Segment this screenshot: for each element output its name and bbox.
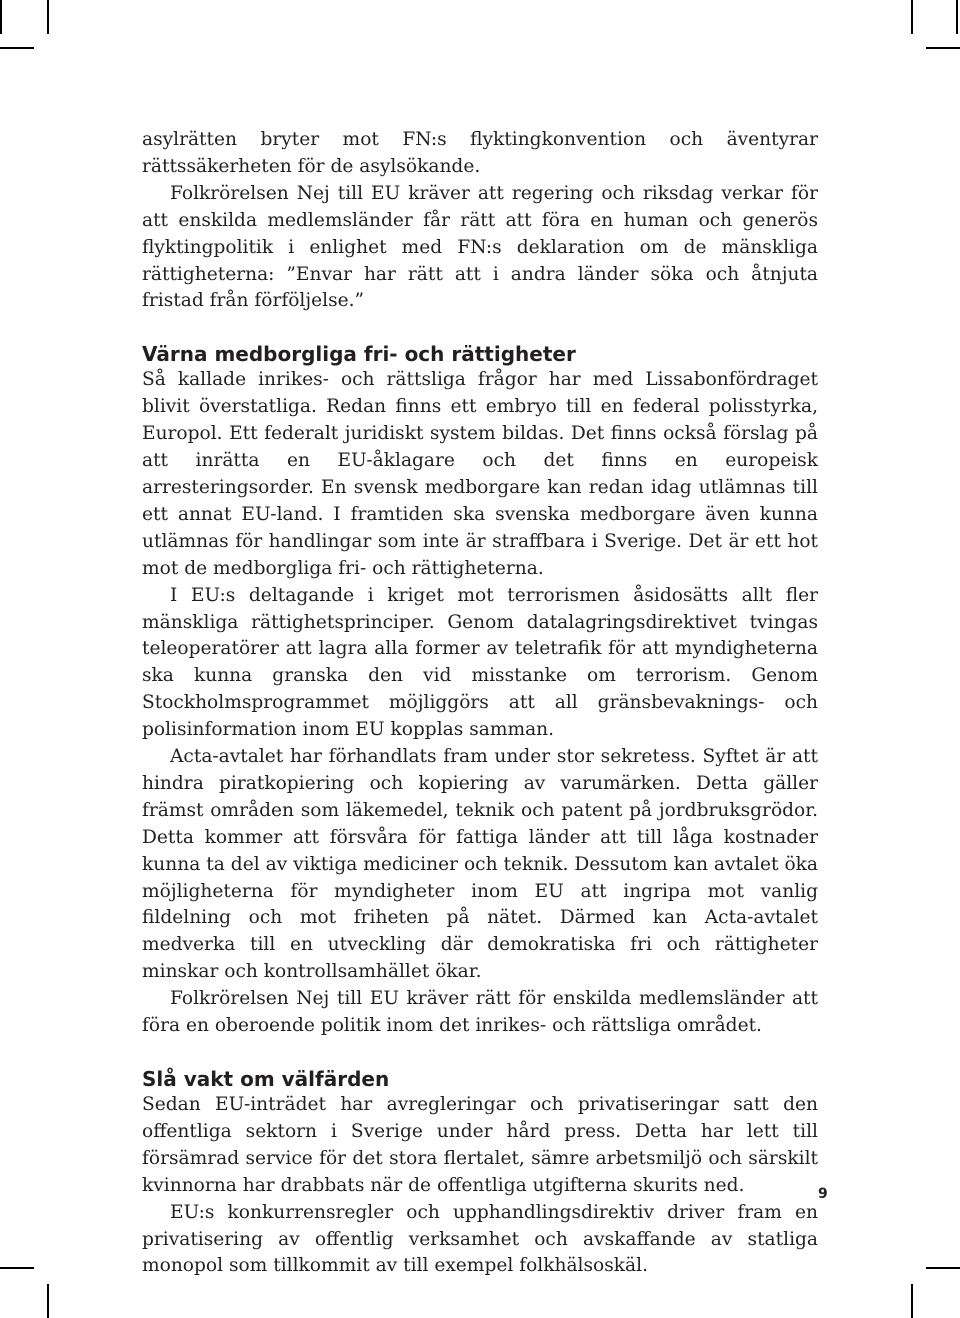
paragraph: Sedan EU-inträdet har avregleringar och privatiseringar satt den offentliga sektorn i Sverige under hård press. Detta har lett till försämrad service för det stora flertalet, sämre arbetsmiljö och särskilt kvinnorna har drabbats när de offentliga utgifterna skurits ned. xyxy=(142,1094,818,1196)
crop-mark-bottom-left-horizontal xyxy=(0,1267,34,1269)
section-heading-welfare: Slå vakt om välfärden xyxy=(142,1067,390,1091)
crop-mark-top-left-vertical xyxy=(0,0,2,34)
crop-mark-top-right-horizontal xyxy=(926,47,960,49)
crop-mark-bottom-right-vertical xyxy=(911,1284,913,1318)
crop-mark-bottom-left-vertical xyxy=(47,1284,49,1318)
section-heading-rights: Värna medborgliga fri- och rättigheter xyxy=(142,342,576,367)
paragraph: Så kallade inrikes- och rättsliga frågor har med Lissabonfördraget blivit överstatliga. Redan finns ett embryo till en federal polisstyrka, Europol. Ett federalt juridiskt system bildas. Det finns också förslag på att inrätta en EU-åklagare och det finns en europeisk arresteringsorder. En svensk medborgare kan redan idag utlämnas till ett annat EU-land. I framtiden ska svenska medborgare även kunna utlämnas för handlingar som inte är straffbara i Sverige. Det är ett hot mot de medborgliga fri- och rättigheterna. xyxy=(142,369,818,579)
paragraph: Acta-avtalet har förhandlats fram under stor sekretess. Syftet är att hindra piratkopiering och kopiering av varumärken. Detta gäller främst områden som läkemedel, teknik och patent på jordbruksgrödor. Detta kommer att försvåra för fattiga länder att till låga kostnader kunna ta del av viktiga mediciner och teknik. Dessutom kan avtalet öka möjligheterna för myndigheter inom EU att ingripa mot vanlig fildelning och mot friheten på nätet. Därmed kan Acta-avtalet medverka till en utveckling där demokratiska fri och rättigheter minskar och kontrollsamhället ökar. xyxy=(142,746,818,983)
page-number: 9 xyxy=(818,1186,828,1202)
crop-mark-top-right-vertical-2 xyxy=(956,0,958,34)
crop-mark-top-left-vertical-2 xyxy=(47,0,49,34)
crop-mark-top-right-vertical xyxy=(911,0,913,34)
paragraph: Folkrörelsen Nej till EU kräver rätt för enskilda medlemsländer att föra en oberoende politik inom det inrikes- och rättsliga området. xyxy=(142,988,818,1037)
page-body xyxy=(142,127,818,1280)
paragraph: I EU:s deltagande i kriget mot terrorismen åsidosätts allt fler mänskliga rättighetsprinciper. Genom datalagringsdirektivet tvingas teleoperatörer att lagra alla former av teletrafik för att myndigheterna ska kunna granska den vid misstanke om terrorism. Genom Stockholmsprogrammet möjliggörs att all gränsbevaknings- och polisinformation inom EU kopplas samman. xyxy=(142,584,818,741)
crop-mark-bottom-right-horizontal xyxy=(926,1267,960,1269)
paragraph: EU:s konkurrensregler och upphandlingsdirektiv driver fram en privatisering av offentlig verksamhet och avskaffande av statliga monopol som tillkommit av till exempel folkhälsoskäl. xyxy=(142,1201,818,1277)
paragraph: asylrätten bryter mot FN:s flyktingkonvention och äventyrar rättssäkerheten för de asylsökande. xyxy=(142,129,818,177)
crop-mark-top-left-horizontal xyxy=(0,47,34,49)
paragraph: Folkrörelsen Nej till EU kräver att regering och riksdag verkar för att enskilda medlemsländer får rätt att föra en human och generös flyktingpolitik i enlighet med FN:s deklaration om de mänskliga rättigheterna: ”Envar har rätt att i andra länder söka och åtnjuta fristad från förföljelse.” xyxy=(142,182,818,312)
